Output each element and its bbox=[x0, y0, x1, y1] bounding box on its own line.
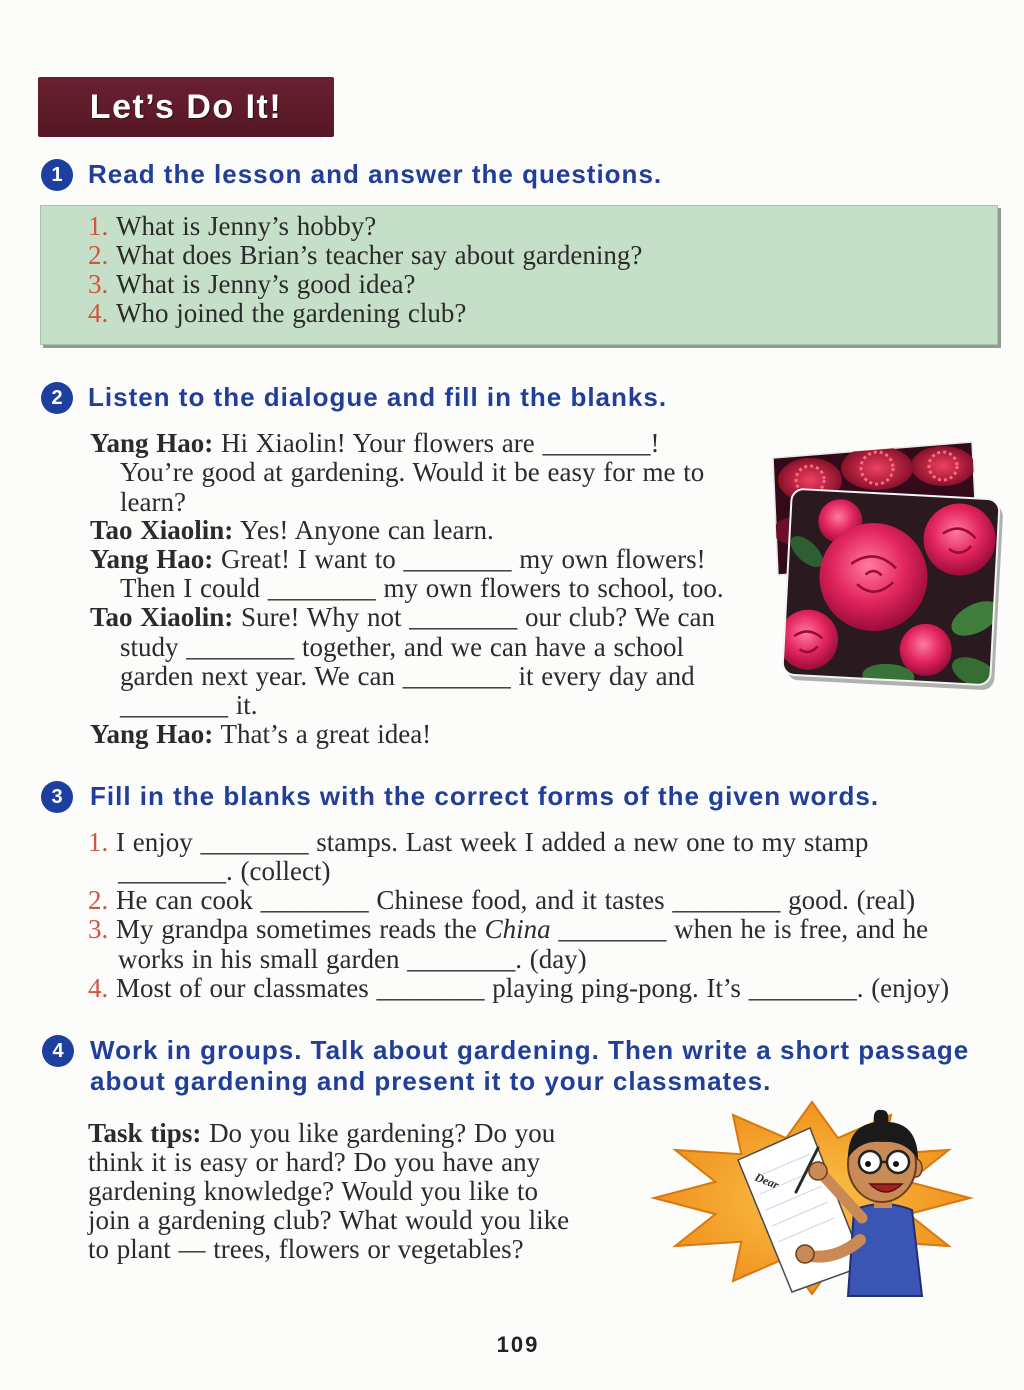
task-tips-text: think it is easy or hard? Do you have any bbox=[88, 1147, 541, 1177]
task-tips-text: Do you like gardening? Do you bbox=[209, 1118, 556, 1148]
activity-heading: about gardening and present it to your classmates. bbox=[90, 1066, 772, 1096]
task-tips-text: to plant — trees, flowers or vegetables? bbox=[88, 1234, 524, 1264]
activity-number-badge: 4 bbox=[42, 1035, 74, 1067]
task-tips-label: Task tips: bbox=[88, 1118, 202, 1148]
activity-number-badge: 1 bbox=[41, 159, 73, 191]
activity-number-badge: 2 bbox=[41, 382, 73, 414]
front-photo bbox=[776, 488, 1010, 694]
task-tips-text: join a gardening club? What would you like bbox=[88, 1205, 570, 1235]
dialogue-line bbox=[90, 545, 706, 574]
item-number: 3. bbox=[88, 914, 109, 944]
item-text-part: ________ when he is free, and he bbox=[558, 914, 929, 944]
speaker-name: Tao Xiaolin: bbox=[90, 515, 234, 545]
boy-writing-hand bbox=[809, 1162, 827, 1180]
task-tips-text: gardening knowledge? Would you like to bbox=[88, 1176, 538, 1206]
dialogue-text: learn? bbox=[120, 487, 186, 517]
activity-number-badge: 3 bbox=[41, 781, 73, 813]
question-number: 2. bbox=[88, 240, 109, 270]
dialogue-line bbox=[90, 603, 715, 632]
question-text: Who joined the gardening club? bbox=[116, 298, 467, 328]
dialogue-text: Sure! Why not ________ our club? We can bbox=[241, 602, 716, 632]
activity-heading: Listen to the dialogue and fill in the blanks. bbox=[88, 382, 668, 412]
boy-writing-illustration bbox=[650, 1098, 980, 1298]
boy-hair-tuft bbox=[874, 1110, 889, 1124]
dialogue-text: Great! I want to ________ my own flowers! bbox=[221, 544, 706, 574]
flower-photos bbox=[765, 436, 1010, 698]
question-number: 1. bbox=[88, 211, 109, 241]
speaker-name: Yang Hao: bbox=[90, 719, 214, 749]
item-text: works in his small garden ________. (day) bbox=[118, 944, 587, 974]
question-number: 4. bbox=[88, 298, 109, 328]
paper-text: Dear bbox=[752, 1169, 781, 1193]
dialogue-line bbox=[90, 516, 494, 545]
activity-heading: Fill in the blanks with the correct forms of the given words. bbox=[90, 781, 880, 811]
item-text: ________. (collect) bbox=[118, 856, 331, 886]
speaker-name: Yang Hao: bbox=[90, 544, 214, 574]
item-text: He can cook ________ Chinese food, and it tastes ________ good. (real) bbox=[116, 885, 916, 915]
item-text: Most of our classmates ________ playing ping-pong. It’s ________. (enjoy) bbox=[116, 973, 950, 1003]
item-text-part: My grandpa sometimes reads the bbox=[116, 914, 477, 944]
question-text: What is Jenny’s good idea? bbox=[116, 269, 416, 299]
dialogue-text: study ________ together, and we can have a school bbox=[120, 632, 685, 662]
page-title: Let’s Do It! bbox=[89, 87, 283, 126]
dialogue-text: ________ it. bbox=[120, 690, 258, 720]
dialogue-line bbox=[90, 720, 431, 749]
question-text: What does Brian’s teacher say about gardening? bbox=[116, 240, 643, 270]
dialogue-text: Hi Xiaolin! Your flowers are ________! bbox=[221, 428, 660, 458]
dialogue-line bbox=[90, 429, 659, 458]
dialogue-text: Then I could ________ my own flowers to school, too. bbox=[120, 573, 724, 603]
question-text: What is Jenny’s hobby? bbox=[116, 211, 377, 241]
activity-heading: Read the lesson and answer the questions. bbox=[88, 159, 663, 189]
lets-do-it-banner bbox=[38, 77, 334, 137]
page-number: 109 bbox=[496, 1332, 540, 1357]
dialogue-text: garden next year. We can ________ it every day and bbox=[120, 661, 695, 691]
item-text bbox=[116, 915, 928, 944]
dialogue-text: Yes! Anyone can learn. bbox=[240, 515, 494, 545]
question-number: 3. bbox=[88, 269, 109, 299]
activity-heading: Work in groups. Talk about gardening. Then write a short passage bbox=[90, 1035, 970, 1065]
item-number: 2. bbox=[88, 885, 109, 915]
boy-lower-hand bbox=[796, 1245, 814, 1263]
speaker-name: Tao Xiaolin: bbox=[90, 602, 234, 632]
speaker-name: Yang Hao: bbox=[90, 428, 214, 458]
item-number: 4. bbox=[88, 973, 109, 1003]
item-text: I enjoy ________ stamps. Last week I added a new one to my stamp bbox=[116, 827, 869, 857]
dialogue-text: You’re good at gardening. Would it be easy for me to bbox=[120, 457, 705, 487]
item-number: 1. bbox=[88, 827, 109, 857]
dialogue-text: That’s a great idea! bbox=[220, 719, 432, 749]
newspaper-title: China bbox=[484, 914, 551, 944]
task-tips-line bbox=[88, 1119, 555, 1148]
